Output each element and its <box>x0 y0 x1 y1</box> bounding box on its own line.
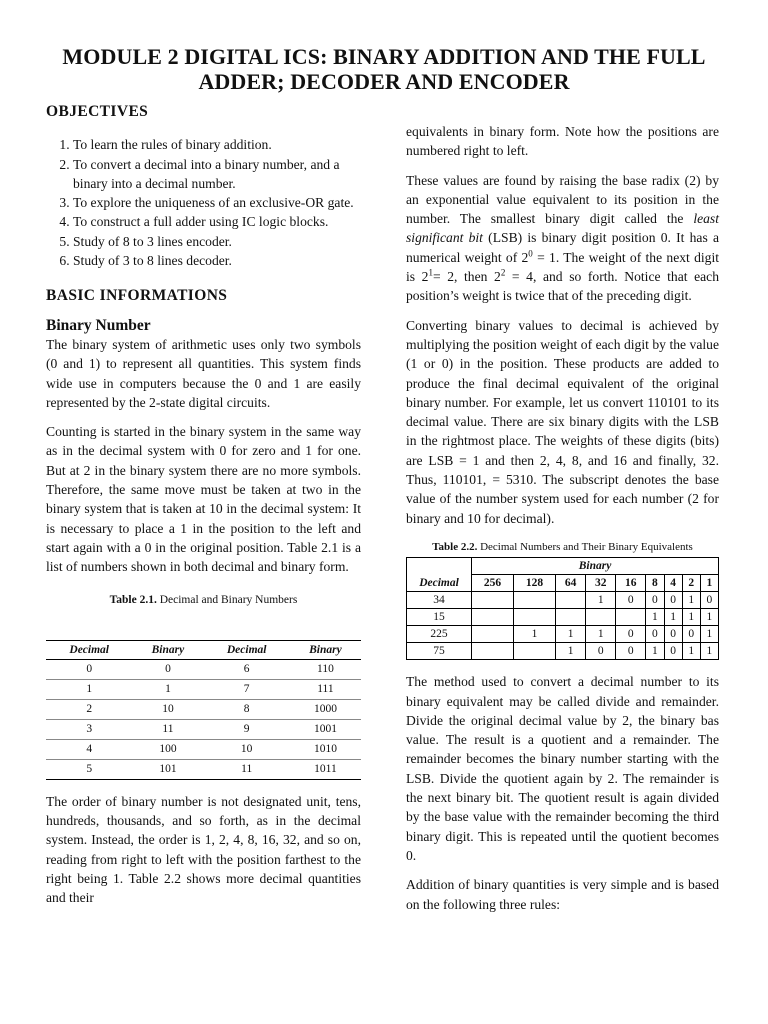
blank-header <box>407 558 472 575</box>
table-cell: 0 <box>46 659 132 679</box>
decimal-cell: 225 <box>407 626 472 643</box>
bit-cell <box>616 609 646 626</box>
table-caption-label: Table 2.2. <box>432 540 478 553</box>
table-cell: 1 <box>46 679 132 699</box>
paragraph: Addition of binary quantities is very simple and is based on the following three rules: <box>406 877 719 912</box>
bit-cell <box>556 592 586 609</box>
bit-cell: 1 <box>664 609 682 626</box>
superscript: 0 <box>528 248 533 259</box>
bit-cell: 0 <box>664 643 682 660</box>
weight-header: 4 <box>664 575 682 592</box>
table-cell: 9 <box>203 719 289 739</box>
right-column <box>406 122 719 914</box>
decimal-cell: 34 <box>407 592 472 609</box>
column-header: Decimal <box>203 640 289 659</box>
table-cell: 3 <box>46 719 132 739</box>
binary-equivalents-table <box>406 557 719 660</box>
list-item: 6. Study of 3 to 8 lines decoder. <box>73 251 361 270</box>
list-item: 2. To convert a decimal into a binary number, and a binary into a decimal number. <box>73 155 361 194</box>
bit-cell: 1 <box>700 609 718 626</box>
table-caption-text: Decimal and Binary Numbers <box>159 593 298 606</box>
text-run: = 1. The weight of the next digit is 2 <box>406 249 719 285</box>
superscript: 2 <box>500 267 506 278</box>
bit-cell: 0 <box>646 592 664 609</box>
paragraph: equivalents in binary form. Note how the positions are numbered right to left. <box>406 124 719 159</box>
paragraph <box>406 171 719 306</box>
text-run: (LSB) is binary digit position 0. It has a numerical weight of 2 <box>406 230 719 265</box>
table-cell: 1010 <box>290 739 361 759</box>
weight-header: 128 <box>514 575 556 592</box>
table-cell: 7 <box>203 679 289 699</box>
weight-header: 1 <box>700 575 718 592</box>
paragraph: The binary system of arithmetic uses only two symbols (0 and 1) to represent all quantities. This system finds wide use in computers because the 0 and 1 are easily represented by the 2-state digital circuits. <box>46 336 361 410</box>
left-column <box>46 102 361 908</box>
decimal-header: Decimal <box>407 575 472 592</box>
bit-cell: 0 <box>682 626 700 643</box>
table-cell: 111 <box>290 679 361 699</box>
table-cell: 11 <box>203 759 289 779</box>
bit-cell: 0 <box>664 626 682 643</box>
bit-cell: 0 <box>586 643 616 660</box>
bit-cell <box>472 592 514 609</box>
bit-cell <box>472 643 514 660</box>
binary-header: Binary <box>472 558 719 575</box>
weight-header: 8 <box>646 575 664 592</box>
bit-cell: 1 <box>682 592 700 609</box>
weight-header: 16 <box>616 575 646 592</box>
bit-cell: 0 <box>664 592 682 609</box>
paragraph: Counting is started in the binary system in the same way as in the decimal system with 0 for zero and 1 for one. But at 2 in the binary system there are no more symbols. Therefore, the same move must be taken at two in the binary system that is taken at 10 in the decimal system: It is necessary to place a 1 in the position to the left and start again with a 0 in the original position. Table 2.1 is a list of numbers shown in both decimal and binary form. <box>46 424 361 575</box>
objectives-list <box>46 135 361 270</box>
table-cell: 6 <box>203 659 289 679</box>
paragraph: Converting binary values to decimal is achieved by multiplying the position weight of each digit by the value (1 or 0) in the position. These products are added to produce the final decimal equivalent of the original binary number. For example, let us convert 110101 to its decimal value. There are six binary digits with the LSB in the rightmost place. The weights of these digits (bits) are LSB = 1 and then 2, 4, 8, and 16 and finally, 32. Thus, 110101, = 5310. The subscript denotes the base value of the number system used for each number (2 for binary and 10 for decimal). <box>406 317 719 526</box>
table-row <box>46 679 361 699</box>
table-cell: 1 <box>132 679 203 699</box>
bit-cell <box>472 626 514 643</box>
table-cell: 8 <box>203 699 289 719</box>
table-caption-label: Table 2.1. <box>109 593 157 606</box>
bit-cell: 0 <box>616 626 646 643</box>
list-item: 1. To learn the rules of binary addition. <box>73 135 361 154</box>
table-row <box>407 643 719 660</box>
superscript: 1 <box>428 267 433 278</box>
text-run: = 2, then 2 <box>432 269 501 285</box>
page-title: MODULE 2 DIGITAL ICS: BINARY ADDITION AND THE FULL ADDER; DECODER AND ENCODER <box>62 44 706 94</box>
text-run: = 4, and so forth. Notice that each position’s weight is twice that of the preceding digit. <box>406 269 719 304</box>
decimal-binary-table <box>46 640 361 780</box>
bit-cell: 0 <box>700 592 718 609</box>
bit-cell <box>472 609 514 626</box>
bit-cell: 0 <box>616 643 646 660</box>
bit-cell: 1 <box>646 609 664 626</box>
bit-cell: 0 <box>646 626 664 643</box>
bit-cell: 1 <box>586 626 616 643</box>
table-row <box>46 699 361 719</box>
table-cell: 10 <box>132 699 203 719</box>
bit-cell <box>514 643 556 660</box>
table-row <box>407 626 719 643</box>
list-item: 3. To explore the uniqueness of an exclusive-OR gate. <box>73 193 361 212</box>
table-row <box>46 659 361 679</box>
table-row <box>46 719 361 739</box>
table-cell: 2 <box>46 699 132 719</box>
bit-cell: 1 <box>646 643 664 660</box>
bit-cell <box>514 609 556 626</box>
bit-cell: 1 <box>556 643 586 660</box>
table-caption <box>46 591 361 610</box>
table-row <box>46 739 361 759</box>
table-cell: 1000 <box>290 699 361 719</box>
table-cell: 1001 <box>290 719 361 739</box>
text-run: These values are found by raising the base radix (2) by an exponential value equivalent to its position in the number. The smallest binary digit called the <box>406 172 719 227</box>
table-cell: 100 <box>132 739 203 759</box>
paragraph: The order of binary number is not designated unit, tens, hundreds, thousands, and so forth, as in the decimal system. Instead, the order is 1, 2, 4, 8, 16, 32, and so on, reading from right to left with the position farthest to the right being 1. Table 2.2 shows more decimal quantities and their <box>46 793 361 906</box>
decimal-cell: 15 <box>407 609 472 626</box>
bit-cell: 1 <box>514 626 556 643</box>
table-caption-text: Decimal Numbers and Their Binary Equivalents <box>480 540 693 553</box>
column-header: Binary <box>290 640 361 659</box>
bit-cell: 1 <box>700 626 718 643</box>
table-cell: 11 <box>132 719 203 739</box>
bit-cell: 1 <box>586 592 616 609</box>
bit-cell: 0 <box>616 592 646 609</box>
table-row <box>407 609 719 626</box>
binary-number-heading: Binary Number <box>46 316 151 334</box>
basic-info-heading: BASIC INFORMATIONS <box>46 287 228 305</box>
weight-header: 32 <box>586 575 616 592</box>
table-cell: 4 <box>46 739 132 759</box>
table-row <box>407 592 719 609</box>
table-caption <box>406 538 719 557</box>
bit-cell: 1 <box>556 626 586 643</box>
bit-cell: 1 <box>682 643 700 660</box>
bit-cell <box>514 592 556 609</box>
weight-header: 64 <box>556 575 586 592</box>
table-row <box>46 759 361 779</box>
table-cell: 0 <box>132 659 203 679</box>
bit-cell: 1 <box>682 609 700 626</box>
paragraph: The method used to convert a decimal number to its binary equivalent may be called divide and remainder. Divide the original decimal value by 2, the binary bas value. The result is a quotient and a remainder. The remainder becomes the binary number starting with the LSB. Divide the quotient again by 2. The remainder is the next binary bit. The quotient result is again divided by the base value with the remainder becoming the third binary digit. This is repeated until the quotient becomes 0. <box>406 674 719 863</box>
column-header: Binary <box>132 640 203 659</box>
table-cell: 10 <box>203 739 289 759</box>
list-item: 4. To construct a full adder using IC logic blocks. <box>73 212 361 231</box>
list-item: 5. Study of 8 to 3 lines encoder. <box>73 232 361 251</box>
table-cell: 5 <box>46 759 132 779</box>
weight-header: 2 <box>682 575 700 592</box>
lsb-term: least significant bit <box>406 211 719 246</box>
table-cell: 101 <box>132 759 203 779</box>
decimal-cell: 75 <box>407 643 472 660</box>
table-cell: 110 <box>290 659 361 679</box>
objectives-heading: OBJECTIVES <box>46 103 149 120</box>
bit-cell <box>556 609 586 626</box>
column-header: Decimal <box>46 640 132 659</box>
bit-cell: 1 <box>700 643 718 660</box>
weight-header: 256 <box>472 575 514 592</box>
bit-cell <box>586 609 616 626</box>
table-cell: 1011 <box>290 759 361 779</box>
